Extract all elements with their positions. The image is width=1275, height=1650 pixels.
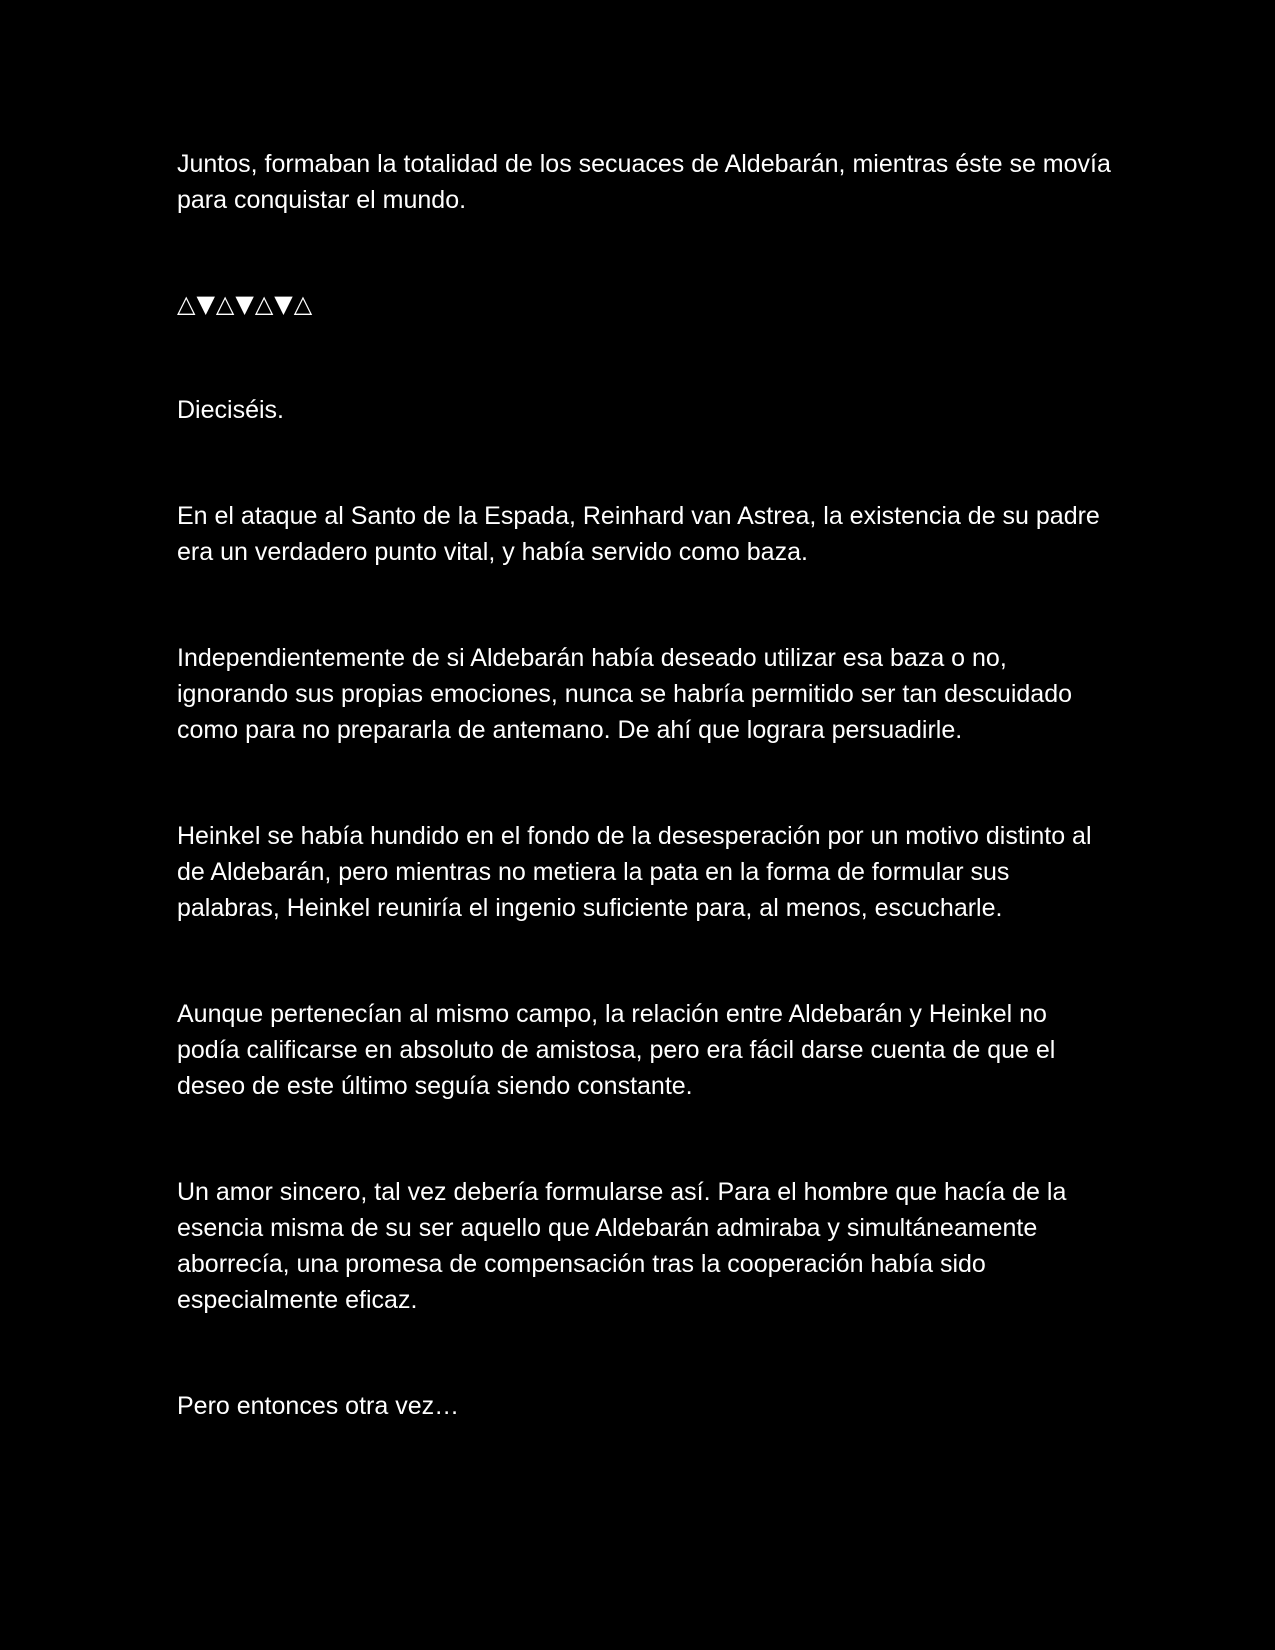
paragraph-1: Juntos, formaban la totalidad de los secuaces de Aldebarán, mientras éste se movía para conquistar el mundo. (177, 150, 1111, 214)
scene-separator: △▼△▼△▼△ (177, 290, 314, 318)
paragraph-5: Heinkel se había hundido en el fondo de la desesperación por un motivo distinto al de Aldebarán, pero mientras no metiera la pata en la forma de formular sus palabras, Heinkel reuniría el ingenio suficiente para, al menos, escucharle. (177, 822, 1092, 922)
paragraph-3: En el ataque al Santo de la Espada, Reinhard van Astrea, la existencia de su padre era un verdadero punto vital, y había servido como baza. (177, 502, 1100, 566)
paragraph-2: Dieciséis. (177, 396, 284, 424)
document-page (177, 146, 1112, 1424)
paragraph-7: Un amor sincero, tal vez debería formularse así. Para el hombre que hacía de la esencia misma de su ser aquello que Aldebarán admiraba y simultáneamente aborrecía, una promesa de compensación tras la cooperación había sido especialmente eficaz. (177, 1178, 1067, 1314)
paragraph-8: Pero entonces otra vez… (177, 1392, 460, 1420)
paragraph-4: Independientemente de si Aldebarán había deseado utilizar esa baza o no, ignorando sus propias emociones, nunca se habría permitido ser tan descuidado como para no prepararla de antemano. De ahí que lograra persuadirle. (177, 644, 1072, 744)
paragraph-6: Aunque pertenecían al mismo campo, la relación entre Aldebarán y Heinkel no podía calificarse en absoluto de amistosa, pero era fácil darse cuenta de que el deseo de este último seguía siendo constante. (177, 1000, 1056, 1100)
